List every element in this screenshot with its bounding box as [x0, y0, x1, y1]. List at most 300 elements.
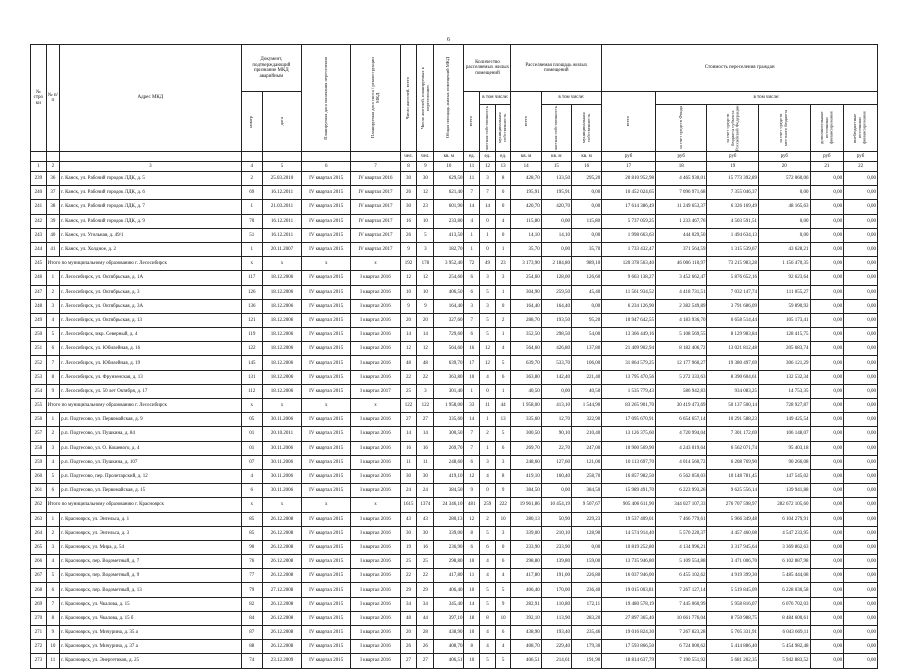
table-cell: 0,00 — [810, 555, 844, 569]
table-row — [31, 228, 878, 242]
table-cell: 19 380 497,69 — [707, 356, 759, 370]
table-cell: 2 — [46, 285, 59, 299]
table-cell: IV квартал 2015 — [302, 342, 351, 356]
table-cell: 26 — [400, 228, 417, 242]
table-cell: 9 — [417, 299, 434, 313]
table-cell: IV квартал 2015 — [302, 597, 351, 611]
table-cell: 5 — [495, 356, 511, 370]
table-row — [31, 569, 878, 583]
table-cell: 639,70 — [434, 356, 464, 370]
table-cell: 19 961,86 — [511, 498, 541, 512]
table-cell: IV квартал 2015 — [302, 328, 351, 342]
table-row — [31, 356, 878, 370]
table-cell: 1 — [46, 413, 59, 427]
table-cell: 4 919 399,30 — [707, 569, 759, 583]
column-number-cell: 3 — [60, 162, 241, 172]
table-cell: 18.12.2006 — [262, 285, 301, 299]
address-cell: р.п. Подтесово, ул. Пушкина, д. 84 — [60, 427, 241, 441]
table-row — [31, 540, 878, 554]
table-cell: I квартал 2016 — [351, 370, 400, 384]
table-cell: 6 — [480, 540, 496, 554]
table-cell: 0,00 — [844, 455, 878, 469]
table-row — [31, 242, 878, 256]
table-cell: 11 — [464, 569, 480, 583]
header-doc-number: номер — [241, 92, 262, 152]
table-cell: 19 480 578,19 — [602, 597, 656, 611]
address-cell: г. Лесосибирск, ул. Октябрьская, д. 3А — [60, 299, 241, 313]
table-cell: 0,00 — [810, 583, 844, 597]
table-cell: 13 735 946,80 — [602, 555, 656, 569]
table-cell: IV квартал 2015 — [302, 469, 351, 483]
total-label: Итого по муниципальному образованию г. Лесосибирск — [46, 399, 241, 413]
table-cell: 0 — [480, 484, 496, 498]
table-cell: 229,40 — [541, 640, 571, 654]
table-row — [31, 583, 878, 597]
table-cell: 7 — [464, 313, 480, 327]
table-cell: IV квартал 2015 — [302, 512, 351, 526]
table-row — [31, 526, 878, 540]
table-cell: 306 121,29 — [759, 356, 811, 370]
table-cell: 22 — [400, 370, 417, 384]
table-cell: 3 — [46, 441, 59, 455]
address-cell: г. Красноярск, ул. Энгельса, д. 1 — [60, 512, 241, 526]
table-cell: 406,40 — [511, 583, 541, 597]
table-cell: 300,50 — [434, 427, 464, 441]
column-number-cell: 1 — [31, 162, 47, 172]
table-cell: 327,60 — [434, 313, 464, 327]
table-row — [31, 384, 878, 398]
column-numbers-row — [31, 162, 878, 172]
table-cell: I квартал 2016 — [351, 569, 400, 583]
table-cell: 406,51 — [434, 654, 464, 668]
table-row — [31, 427, 878, 441]
table-cell: 0,00 — [810, 285, 844, 299]
table-row — [31, 299, 878, 313]
table-cell: 191,00 — [541, 569, 571, 583]
table-cell: 0,00 — [810, 512, 844, 526]
unit-cell: ед. — [464, 152, 480, 162]
table-cell: IV квартал 2017 — [351, 214, 400, 228]
table-cell: 160,40 — [541, 469, 571, 483]
table-row — [31, 626, 878, 640]
table-cell: IV квартал 2015 — [302, 640, 351, 654]
table-cell: 363,80 — [511, 370, 541, 384]
table-cell: 8 — [495, 172, 511, 186]
table-cell: 3 — [480, 455, 496, 469]
table-cell: 10 — [495, 512, 511, 526]
table-cell: 9 — [46, 626, 59, 640]
address-cell: р.п. Подтесово, ул. О. Кошевого, д. 4 — [60, 441, 241, 455]
table-cell: 6 234 126,90 — [602, 299, 656, 313]
table-cell: 261 — [31, 484, 47, 498]
table-cell: 269,70 — [511, 441, 541, 455]
table-cell: 20 — [400, 313, 417, 327]
table-cell: 10 819 252,80 — [602, 540, 656, 554]
table-cell: 5 — [46, 469, 59, 483]
address-cell: г. Красноярск, пер. Водометный, д. 9 — [60, 569, 241, 583]
table-cell: 4 503 591,51 — [707, 214, 759, 228]
table-cell: x — [302, 399, 351, 413]
header-area-group: Расселяемая площадь жилых помещений — [511, 45, 602, 92]
table-cell: 72 — [464, 257, 480, 271]
table-cell: 4 — [46, 455, 59, 469]
table-cell: 95 403,18 — [759, 441, 811, 455]
table-cell: 41 — [46, 242, 59, 256]
table-cell: 30 — [400, 526, 417, 540]
column-number-cell: 22 — [844, 162, 878, 172]
table-cell: 3 — [495, 526, 511, 540]
table-cell: 27.12.2008 — [262, 583, 301, 597]
table-cell: 4 — [241, 469, 262, 483]
table-cell: 0,00 — [844, 512, 878, 526]
table-cell: 239 — [31, 172, 47, 186]
table-cell: 0,00 — [844, 526, 878, 540]
header-row-number: № стро ки — [31, 45, 47, 152]
table-cell: 301,40 — [434, 384, 464, 398]
table-cell: 0,00 — [844, 399, 878, 413]
table-cell: 3 369 862,63 — [759, 540, 811, 554]
table-cell: 24 — [417, 484, 434, 498]
table-cell: 27 897 365,40 — [602, 611, 656, 625]
table-cell: 408,70 — [511, 640, 541, 654]
table-cell: 0,00 — [810, 172, 844, 186]
table-cell: 26.12.2008 — [262, 569, 301, 583]
table-cell: 0,00 — [844, 285, 878, 299]
table-cell: 0,00 — [844, 271, 878, 285]
table-cell: 10 — [46, 640, 59, 654]
table-cell: 7 355 046,37 — [707, 186, 759, 200]
table-cell: 3 — [46, 540, 59, 554]
table-cell: 10 — [400, 285, 417, 299]
header-residents: Число жителей, всего — [400, 45, 417, 152]
table-cell: 0,00 — [844, 654, 878, 668]
table-cell: 0,00 — [810, 526, 844, 540]
table-cell: 1 — [495, 242, 511, 256]
table-cell: 13 366 449,16 — [602, 328, 656, 342]
table-cell: 14 — [480, 200, 496, 214]
table-cell: 192 — [400, 257, 417, 271]
table-cell: 419,10 — [434, 469, 464, 483]
table-cell: 120 378 563,40 — [602, 257, 656, 271]
table-cell: 30 — [400, 200, 417, 214]
table-cell: 11 — [400, 455, 417, 469]
address-cell: г. Канск, ул. Рабочий городок ЛДК, д. 6 — [60, 186, 241, 200]
table-cell: IV квартал 2015 — [302, 172, 351, 186]
table-cell: 15 773 392,89 — [707, 172, 759, 186]
header-doc-date: дата — [262, 92, 301, 152]
table-cell: 7 096 971,68 — [655, 186, 707, 200]
table-cell: 0,00 — [844, 498, 878, 512]
table-cell: I квартал 2016 — [351, 626, 400, 640]
resettlement-table — [30, 44, 878, 669]
table-cell: 01 — [241, 427, 262, 441]
table-cell: 0,00 — [844, 328, 878, 342]
table-cell: 9 663 138,27 — [602, 271, 656, 285]
table-cell: 105 173,41 — [759, 313, 811, 327]
table-cell: 40 — [46, 228, 59, 242]
table-cell: 46 006 110,97 — [655, 257, 707, 271]
table-cell: 3 — [495, 271, 511, 285]
table-cell: 92 623,64 — [759, 271, 811, 285]
table-cell: 586 942,83 — [655, 384, 707, 398]
table-cell: 6 — [46, 342, 59, 356]
table-cell: 6 — [464, 455, 480, 469]
table-cell: 205 683,74 — [759, 342, 811, 356]
table-cell: 106,00 — [571, 356, 601, 370]
table-cell: 5 — [417, 228, 434, 242]
table-cell: 295,20 — [571, 172, 601, 186]
table-cell: 23 — [417, 200, 434, 214]
table-cell: x — [351, 257, 400, 271]
table-cell: 251 — [31, 342, 47, 356]
table-cell: 145 — [241, 356, 262, 370]
total-label: Итого по муниципальному образованию г. Лесосибирск — [46, 257, 241, 271]
table-cell: 18.12.2006 — [262, 356, 301, 370]
table-cell: 26.12.2008 — [262, 512, 301, 526]
table-cell: 8 — [464, 640, 480, 654]
table-cell: 269 — [31, 597, 47, 611]
table-cell: 26.12.2008 — [262, 526, 301, 540]
table-cell: 1 — [464, 242, 480, 256]
table-cell: 121 — [241, 313, 262, 327]
address-cell: г. Канск, ул. Рабочий городок ЛДК, д. 9 — [60, 214, 241, 228]
table-cell: 33 — [464, 399, 480, 413]
column-number-cell: 21 — [810, 162, 844, 172]
table-cell: 248 — [31, 299, 47, 313]
table-cell: 1 535 779,43 — [602, 384, 656, 398]
table-cell: IV квартал 2015 — [302, 626, 351, 640]
table-cell: 13 — [495, 413, 511, 427]
units-row — [31, 152, 878, 162]
table-cell: 601,90 — [434, 200, 464, 214]
table-cell: 18.12.2006 — [262, 299, 301, 313]
table-cell: 37 — [46, 186, 59, 200]
table-cell: 1 — [464, 384, 480, 398]
header-rooms-private: частная собственность — [480, 105, 496, 152]
table-cell: 3 — [480, 271, 496, 285]
table-cell: 10 — [417, 285, 434, 299]
table-cell: 247 — [31, 285, 47, 299]
table-cell: 25 — [400, 555, 417, 569]
unit-cell — [46, 152, 59, 162]
table-cell: 30.11.2006 — [262, 469, 301, 483]
table-cell: 3 791 686,09 — [707, 299, 759, 313]
table-cell: IV квартал 2015 — [302, 455, 351, 469]
table-cell: 0,00 — [810, 299, 844, 313]
table-cell: 195,91 — [541, 186, 571, 200]
table-cell: 18.12.2006 — [262, 384, 301, 398]
table-cell: 12 — [400, 342, 417, 356]
table-cell: 0,00 — [810, 611, 844, 625]
table-cell: 2 — [480, 512, 496, 526]
table-cell: 115,80 — [511, 214, 541, 228]
table-cell: 0,00 — [810, 214, 844, 228]
table-cell: 1 494 634,13 — [707, 228, 759, 242]
table-cell: 0,00 — [810, 498, 844, 512]
table-cell: 243 — [31, 228, 47, 242]
table-cell: 244 — [31, 242, 47, 256]
table-cell: 20.10.2011 — [262, 427, 301, 441]
table-cell: 263 — [31, 512, 47, 526]
unit-cell: руб — [707, 152, 759, 162]
table-cell: 74 — [241, 654, 262, 668]
column-number-cell: 6 — [302, 162, 351, 172]
table-cell: 36 — [46, 172, 59, 186]
table-cell: 48 165,63 — [759, 200, 811, 214]
table-cell: 8 750 988,75 — [707, 611, 759, 625]
table-cell: 0,00 — [541, 484, 571, 498]
header-total-area: Общая площадь жилых помещений МКД — [434, 45, 464, 152]
table-cell: 44 — [495, 399, 511, 413]
table-cell: 0,00 — [810, 186, 844, 200]
table-cell: 0 — [480, 242, 496, 256]
table-cell: 254 — [31, 384, 47, 398]
table-cell: 88 — [241, 640, 262, 654]
table-cell: 0,00 — [844, 172, 878, 186]
table-cell: I квартал 2016 — [351, 597, 400, 611]
unit-cell — [302, 152, 351, 162]
table-cell: 4 — [480, 640, 496, 654]
table-cell: 214,61 — [541, 654, 571, 668]
table-cell: 253 — [31, 370, 47, 384]
table-cell: IV квартал 2015 — [302, 540, 351, 554]
table-cell: 7 — [46, 597, 59, 611]
table-cell: IV квартал 2015 — [302, 299, 351, 313]
table-cell: I квартал 2016 — [351, 512, 400, 526]
table-cell: 4 — [46, 555, 59, 569]
table-cell: 24 346,10 — [434, 498, 464, 512]
table-cell: I квартал 2016 — [351, 342, 400, 356]
table-cell: 170,00 — [541, 583, 571, 597]
table-cell: 14 — [400, 328, 417, 342]
table-cell: 339,00 — [511, 526, 541, 540]
table-cell: 3 317 945,64 — [707, 540, 759, 554]
total-row — [31, 498, 878, 512]
table-cell: 16 — [464, 342, 480, 356]
table-cell: 6 724 000,62 — [655, 640, 707, 654]
table-row — [31, 186, 878, 200]
table-row — [31, 285, 878, 299]
table-cell: 406,50 — [434, 285, 464, 299]
table-cell: 5 485 444,08 — [759, 569, 811, 583]
table-cell: 110,80 — [541, 597, 571, 611]
table-cell: 8 484 600,61 — [759, 611, 811, 625]
column-number-cell: 18 — [655, 162, 707, 172]
header-cost-group: Стоимость переселения граждан — [602, 45, 878, 92]
table-cell: 16 — [400, 214, 417, 228]
column-number-cell: 8 — [400, 162, 417, 172]
table-cell: 258 — [31, 441, 47, 455]
table-cell: IV квартал 2015 — [302, 555, 351, 569]
table-cell: 0,00 — [810, 626, 844, 640]
header-planned-date: Планируемая дата окончания переселения — [302, 45, 351, 152]
table-cell: 12 — [480, 356, 496, 370]
table-cell: 1 998 663,63 — [602, 228, 656, 242]
table-cell: 10 454,19 — [541, 498, 571, 512]
table-cell: 9 — [400, 242, 417, 256]
table-cell: 8 — [464, 526, 480, 540]
table-cell: 210,10 — [541, 526, 571, 540]
table-cell: 122 — [417, 399, 434, 413]
table-cell: 6 — [495, 441, 511, 455]
table-cell: 69 — [241, 186, 262, 200]
column-number-cell: 19 — [707, 162, 759, 172]
table-cell: 222 — [495, 498, 511, 512]
header-area-municipal: муниципальная собственность — [571, 105, 601, 152]
table-cell: 112 — [241, 384, 262, 398]
table-cell: 19 537 409,01 — [602, 512, 656, 526]
table-cell: 3 — [495, 455, 511, 469]
table-cell: 7 267 127,14 — [655, 583, 707, 597]
table-cell: 30 — [417, 172, 434, 186]
table-row — [31, 611, 878, 625]
table-cell: 260 — [31, 469, 47, 483]
address-cell: р.п. Подтесово, ул. Пушкина, д. 107 — [60, 455, 241, 469]
table-cell: 10 — [464, 626, 480, 640]
table-cell: 79 — [241, 583, 262, 597]
table-cell: 4 — [480, 569, 496, 583]
table-row — [31, 484, 878, 498]
table-cell: 0,00 — [844, 413, 878, 427]
table-cell: 14,10 — [541, 228, 571, 242]
table-cell: 76 — [241, 555, 262, 569]
unit-cell — [31, 152, 47, 162]
table-cell: 18.12.2006 — [262, 271, 301, 285]
table-cell: 4 183 936,70 — [655, 313, 707, 327]
table-cell: 0,00 — [810, 242, 844, 256]
table-cell: 19 016 824,30 — [602, 626, 656, 640]
table-cell: 12 — [417, 271, 434, 285]
unit-cell — [351, 152, 400, 162]
address-cell: р.п. Подтесово, ул. Первомайская, д. 9 — [60, 413, 241, 427]
table-cell: I квартал 2016 — [351, 526, 400, 540]
table-cell: 193,40 — [541, 626, 571, 640]
address-cell: г. Канск, ул. Холдное, д. 2 — [60, 242, 241, 256]
table-cell: 12 177 960,27 — [655, 356, 707, 370]
table-cell: 13 021 812,48 — [707, 342, 759, 356]
unit-cell — [262, 152, 301, 162]
table-cell: 16 — [400, 441, 417, 455]
header-cost-extra: дополнительные источники финансирования — [810, 105, 844, 152]
table-cell: 0 — [495, 299, 511, 313]
table-cell: 0 — [480, 384, 496, 398]
table-cell: 4 547 233,95 — [759, 526, 811, 540]
column-number-cell: 20 — [759, 162, 811, 172]
table-cell: 6 — [46, 484, 59, 498]
table-cell: 15 989 491,70 — [602, 484, 656, 498]
table-cell: 5 942 883,52 — [759, 654, 811, 668]
table-cell: 9 507,67 — [571, 498, 601, 512]
unit-cell: ед. — [480, 152, 496, 162]
table-row — [31, 512, 878, 526]
address-cell: г. Лесосибирск, ул. 50 лет Октября, д. 17 — [60, 384, 241, 398]
table-cell: 0,00 — [541, 214, 571, 228]
table-cell: 14 — [400, 427, 417, 441]
table-cell: 12 — [417, 186, 434, 200]
table-cell: 9 — [495, 597, 511, 611]
header-rooms-incl: в том числе: — [480, 92, 511, 105]
table-cell: 27 — [417, 654, 434, 668]
table-cell: 17 095 670,91 — [602, 413, 656, 427]
table-cell: x — [241, 498, 262, 512]
table-cell: 45,40 — [571, 285, 601, 299]
table-cell: 4 — [480, 626, 496, 640]
table-cell: 282,91 — [511, 597, 541, 611]
table-cell: 0,00 — [844, 597, 878, 611]
table-cell: I квартал 2016 — [351, 441, 400, 455]
table-cell: 1 233 467,76 — [655, 214, 707, 228]
table-cell: x — [262, 257, 301, 271]
